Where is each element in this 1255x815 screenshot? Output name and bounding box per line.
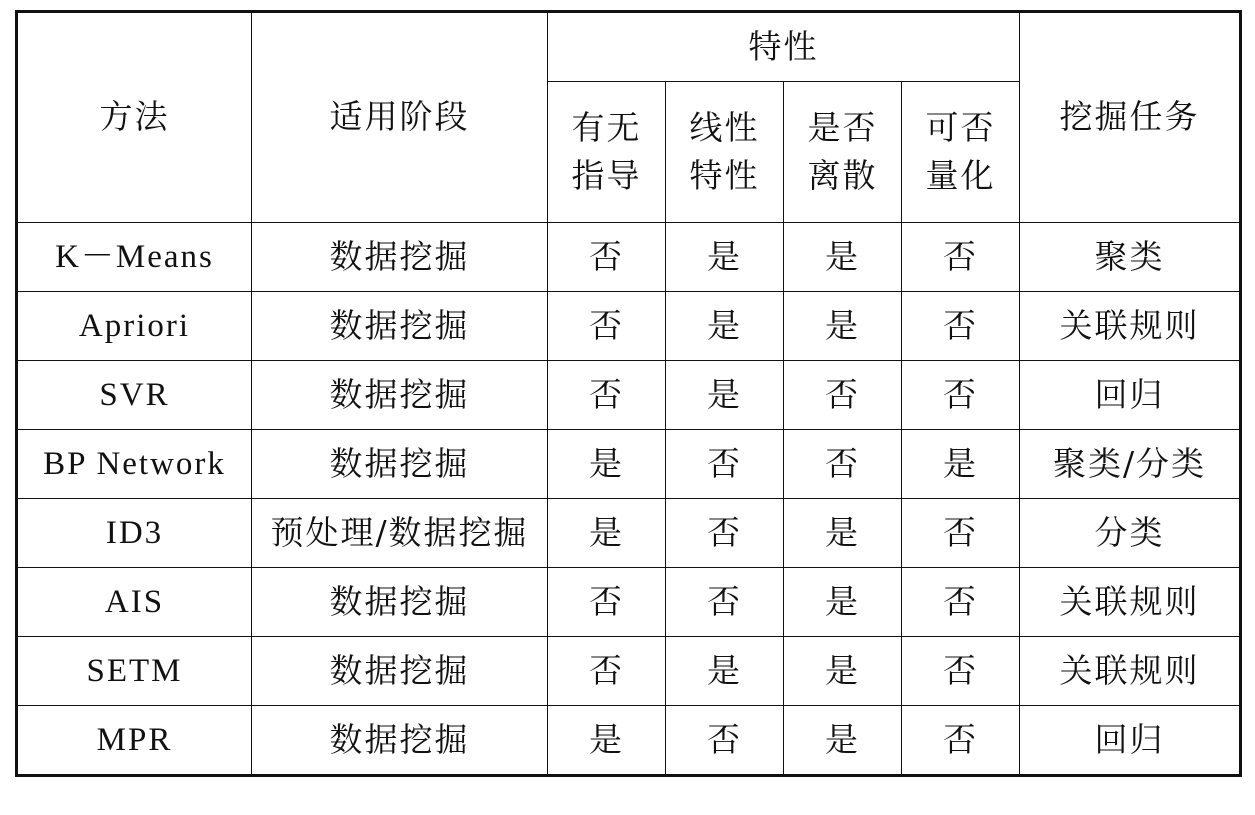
cell-task: 关联规则 [1020,568,1241,637]
table-row [17,292,1241,361]
cell-method: SETM [17,637,252,706]
cell-discrete: 否 [784,430,902,499]
header-task: 挖掘任务 [1020,12,1241,223]
header-discrete [784,82,902,223]
cell-supervised: 是 [548,430,666,499]
cell-method: Apriori [17,292,252,361]
cell-stage: 数据挖掘 [252,568,548,637]
cell-linear: 是 [666,292,784,361]
cell-quantifiable: 否 [902,223,1020,292]
header-row-top [17,12,1241,82]
header-linear-line2: 特性 [689,156,760,195]
header-supervised-line2: 指导 [571,156,642,195]
cell-task: 回归 [1020,706,1241,776]
cell-stage: 数据挖掘 [252,223,548,292]
cell-quantifiable: 否 [902,568,1020,637]
header-quantifiable-line1: 可否 [925,108,996,148]
cell-discrete: 是 [784,706,902,776]
header-properties: 特性 [548,12,1020,82]
cell-linear: 否 [666,499,784,568]
cell-discrete: 否 [784,361,902,430]
cell-stage: 数据挖掘 [252,361,548,430]
cell-discrete: 是 [784,292,902,361]
header-stage: 适用阶段 [252,12,548,223]
cell-method: MPR [17,706,252,776]
cell-linear: 是 [666,361,784,430]
cell-linear: 否 [666,706,784,776]
table-row [17,568,1241,637]
cell-supervised: 否 [548,292,666,361]
table-row [17,499,1241,568]
cell-quantifiable: 否 [902,292,1020,361]
cell-method: ID3 [17,499,252,568]
cell-quantifiable: 否 [902,706,1020,776]
cell-discrete: 是 [784,637,902,706]
method-comparison-table [15,10,1242,777]
table-row [17,430,1241,499]
cell-stage: 预处理/数据挖掘 [252,499,548,568]
cell-task: 聚类 [1020,223,1241,292]
cell-task: 关联规则 [1020,637,1241,706]
cell-quantifiable: 否 [902,361,1020,430]
cell-task: 聚类/分类 [1020,430,1241,499]
cell-stage: 数据挖掘 [252,292,548,361]
cell-quantifiable: 否 [902,637,1020,706]
header-discrete-line2: 离散 [807,156,878,195]
cell-quantifiable: 否 [902,499,1020,568]
table-row [17,361,1241,430]
header-supervised [548,82,666,223]
cell-supervised: 是 [548,706,666,776]
cell-stage: 数据挖掘 [252,430,548,499]
cell-quantifiable: 是 [902,430,1020,499]
cell-stage: 数据挖掘 [252,637,548,706]
cell-linear: 是 [666,223,784,292]
header-quantifiable [902,82,1020,223]
cell-task: 关联规则 [1020,292,1241,361]
table-row [17,637,1241,706]
cell-supervised: 否 [548,223,666,292]
cell-discrete: 是 [784,499,902,568]
header-quantifiable-line2: 量化 [925,156,996,195]
cell-task: 分类 [1020,499,1241,568]
cell-supervised: 是 [548,499,666,568]
cell-stage: 数据挖掘 [252,706,548,776]
cell-supervised: 否 [548,361,666,430]
cell-linear: 否 [666,430,784,499]
cell-method: SVR [17,361,252,430]
cell-method: BP Network [17,430,252,499]
header-linear [666,82,784,223]
header-supervised-line1: 有无 [571,108,642,148]
header-linear-line1: 线性 [689,108,760,148]
cell-discrete: 是 [784,568,902,637]
cell-linear: 否 [666,568,784,637]
header-discrete-line1: 是否 [807,108,878,148]
cell-supervised: 否 [548,637,666,706]
cell-discrete: 是 [784,223,902,292]
table-row [17,223,1241,292]
cell-linear: 是 [666,637,784,706]
table-row [17,706,1241,776]
cell-method: AIS [17,568,252,637]
cell-task: 回归 [1020,361,1241,430]
cell-supervised: 否 [548,568,666,637]
cell-method: K－Means [17,223,252,292]
header-method: 方法 [17,12,252,223]
